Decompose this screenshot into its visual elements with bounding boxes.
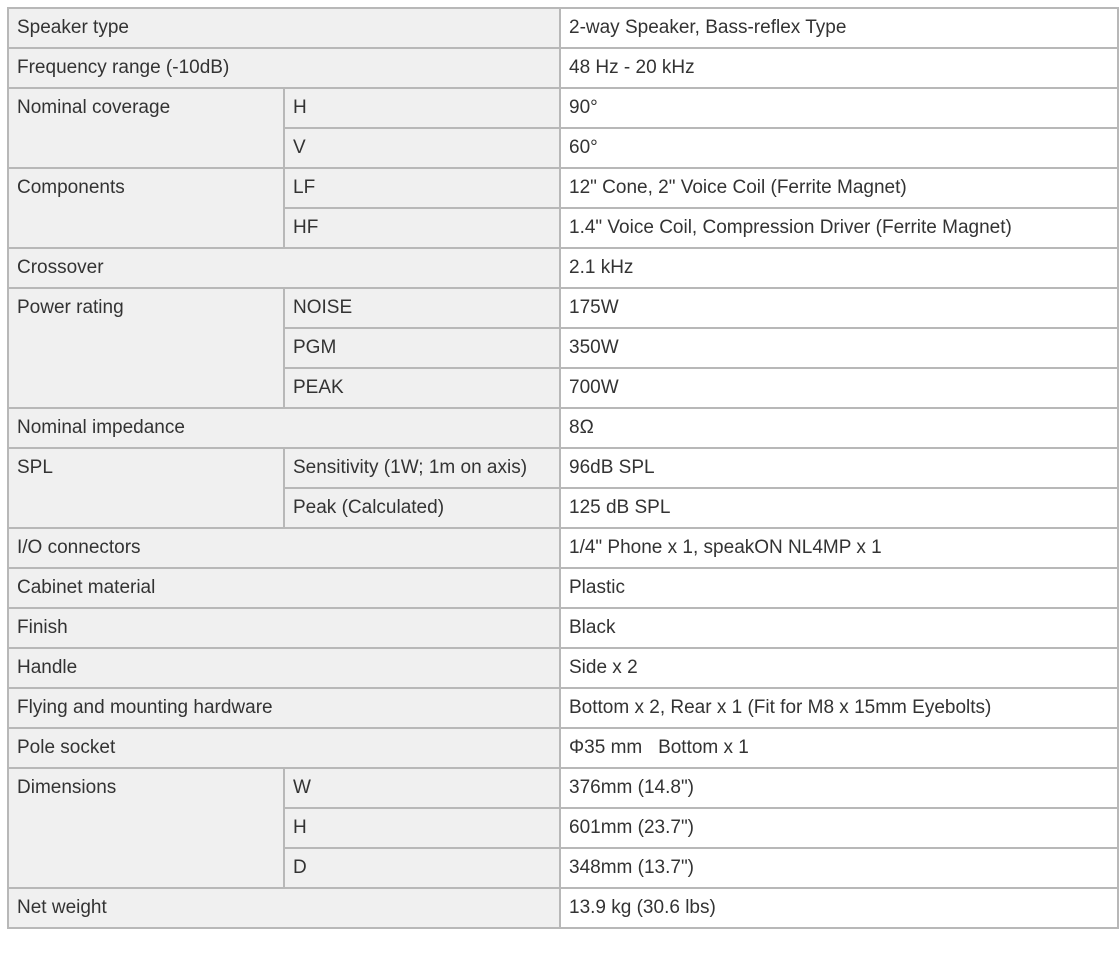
spec-sublabel: H (284, 88, 560, 128)
spec-row-spl-sensitivity (8, 448, 1118, 488)
spec-label: Nominal coverage (8, 88, 284, 168)
spec-value: 8Ω (560, 408, 1118, 448)
spec-sublabel: Sensitivity (1W; 1m on axis) (284, 448, 560, 488)
spec-sublabel: D (284, 848, 560, 888)
spec-label: Frequency range (-10dB) (8, 48, 560, 88)
spec-label: Crossover (8, 248, 560, 288)
spec-sublabel: H (284, 808, 560, 848)
spec-label: Nominal impedance (8, 408, 560, 448)
spec-row-power-noise (8, 288, 1118, 328)
spec-label: Power rating (8, 288, 284, 408)
spec-row-finish (8, 608, 1118, 648)
spec-row-frequency-range (8, 48, 1118, 88)
spec-value: 601mm (23.7") (560, 808, 1118, 848)
spec-row-net-weight (8, 888, 1118, 928)
spec-sublabel: V (284, 128, 560, 168)
spec-row-dimensions-w (8, 768, 1118, 808)
spec-label: I/O connectors (8, 528, 560, 568)
spec-value: 48 Hz - 20 kHz (560, 48, 1118, 88)
spec-value: 1/4" Phone x 1, speakON NL4MP x 1 (560, 528, 1118, 568)
spec-label: Flying and mounting hardware (8, 688, 560, 728)
spec-value: 2-way Speaker, Bass-reflex Type (560, 8, 1118, 48)
spec-value: 2.1 kHz (560, 248, 1118, 288)
spec-value: Plastic (560, 568, 1118, 608)
spec-value: Φ35 mm Bottom x 1 (560, 728, 1118, 768)
spec-value: 60° (560, 128, 1118, 168)
spec-value: 90° (560, 88, 1118, 128)
spec-label: Dimensions (8, 768, 284, 888)
spec-value: 1.4" Voice Coil, Compression Driver (Ferrite Magnet) (560, 208, 1118, 248)
spec-value: 376mm (14.8") (560, 768, 1118, 808)
spec-value: 350W (560, 328, 1118, 368)
spec-row-pole-socket (8, 728, 1118, 768)
spec-label: Cabinet material (8, 568, 560, 608)
spec-value: Black (560, 608, 1118, 648)
spec-value: 13.9 kg (30.6 lbs) (560, 888, 1118, 928)
spec-label: Finish (8, 608, 560, 648)
spec-value: 12" Cone, 2" Voice Coil (Ferrite Magnet) (560, 168, 1118, 208)
spec-label: Pole socket (8, 728, 560, 768)
spec-sublabel: Peak (Calculated) (284, 488, 560, 528)
spec-label: Components (8, 168, 284, 248)
spec-sublabel: PGM (284, 328, 560, 368)
spec-row-flying-hardware (8, 688, 1118, 728)
spec-value: 348mm (13.7") (560, 848, 1118, 888)
spec-label: Net weight (8, 888, 560, 928)
spec-sublabel: NOISE (284, 288, 560, 328)
spec-value: Bottom x 2, Rear x 1 (Fit for M8 x 15mm Eyebolts) (560, 688, 1118, 728)
spec-row-cabinet-material (8, 568, 1118, 608)
spec-label: Handle (8, 648, 560, 688)
spec-row-nominal-coverage-h (8, 88, 1118, 128)
spec-sublabel: W (284, 768, 560, 808)
spec-row-handle (8, 648, 1118, 688)
spec-sublabel: LF (284, 168, 560, 208)
spec-row-speaker-type (8, 8, 1118, 48)
spec-label: Speaker type (8, 8, 560, 48)
spec-row-crossover (8, 248, 1118, 288)
spec-table (7, 7, 1119, 929)
spec-sublabel: PEAK (284, 368, 560, 408)
spec-sublabel: HF (284, 208, 560, 248)
spec-row-io-connectors (8, 528, 1118, 568)
spec-row-nominal-impedance (8, 408, 1118, 448)
spec-label: SPL (8, 448, 284, 528)
spec-value: Side x 2 (560, 648, 1118, 688)
spec-value: 96dB SPL (560, 448, 1118, 488)
spec-value: 175W (560, 288, 1118, 328)
spec-value: 125 dB SPL (560, 488, 1118, 528)
spec-row-components-lf (8, 168, 1118, 208)
spec-value: 700W (560, 368, 1118, 408)
